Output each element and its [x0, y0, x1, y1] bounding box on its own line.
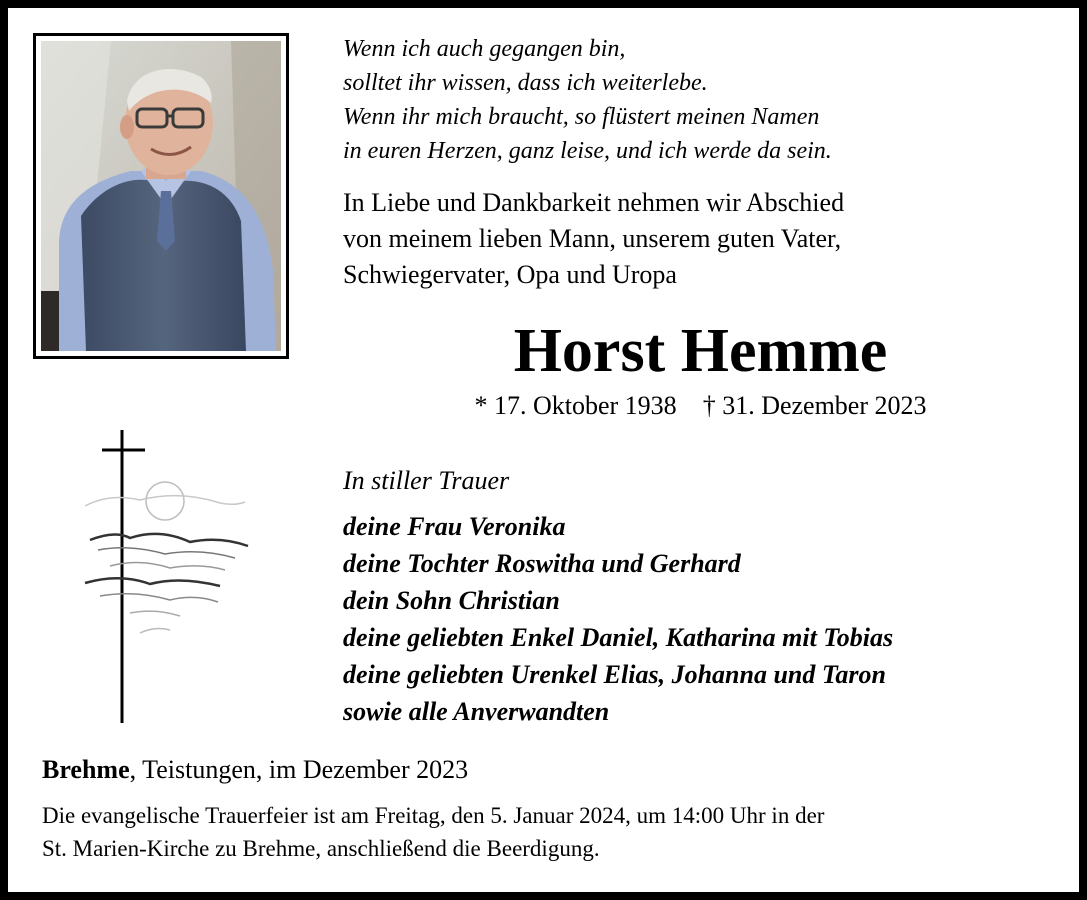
mourner-line: deine geliebten Urenkel Elias, Johanna und Taron: [343, 660, 886, 689]
sun-icon: [146, 482, 184, 520]
poem-line: solltet ihr wissen, dass ich weiterlebe.: [343, 70, 708, 96]
mourner-line: deine Frau Veronika: [343, 512, 566, 541]
cross-landscape-illustration: [70, 418, 255, 723]
intro-line: In Liebe und Dankbarkeit nehmen wir Abschied: [343, 188, 845, 217]
poem-line: Wenn ich auch gegangen bin,: [343, 36, 626, 62]
death-date: † 31. Dezember 2023: [702, 391, 927, 420]
birth-date: * 17. Oktober 1938: [474, 391, 677, 420]
mourners-list: [343, 508, 1063, 730]
mourning-heading: In stiller Trauer: [343, 466, 510, 495]
deceased-name: Horst Hemme: [513, 317, 888, 385]
poem-line: in euren Herzen, ganz leise, und ich werde da sein.: [343, 138, 832, 164]
funeral-info: [42, 799, 1062, 865]
poem-line: Wenn ihr mich braucht, so flüstert meinen Namen: [343, 104, 820, 130]
mountain-landscape-icon: [85, 496, 248, 633]
mourner-line: sowie alle Anverwandten: [343, 697, 610, 726]
mourner-line: dein Sohn Christian: [343, 586, 560, 615]
cross-icon: [102, 430, 145, 723]
portrait-photo: [41, 41, 281, 351]
intro-line: von meinem lieben Mann, unserem guten Vater,: [343, 224, 842, 253]
town-name: Brehme: [42, 755, 130, 784]
funeral-line: Die evangelische Trauerfeier ist am Freitag, den 5. Januar 2024, um 14:00 Uhr in der: [42, 803, 825, 828]
place-and-date: [42, 752, 468, 788]
funeral-line: St. Marien-Kirche zu Brehme, anschließend die Beerdigung.: [42, 836, 600, 861]
poem: [343, 32, 1063, 168]
mourner-line: deine geliebten Enkel Daniel, Katharina mit Tobias: [343, 623, 894, 652]
portrait-photo-frame: [33, 33, 289, 359]
life-dates: [338, 388, 1063, 424]
intro-line: Schwiegervater, Opa und Uropa: [343, 260, 677, 289]
mourner-line: deine Tochter Roswitha und Gerhard: [343, 549, 741, 578]
farewell-intro: [343, 185, 1063, 293]
place-rest: , Teistungen, im Dezember 2023: [129, 755, 469, 784]
